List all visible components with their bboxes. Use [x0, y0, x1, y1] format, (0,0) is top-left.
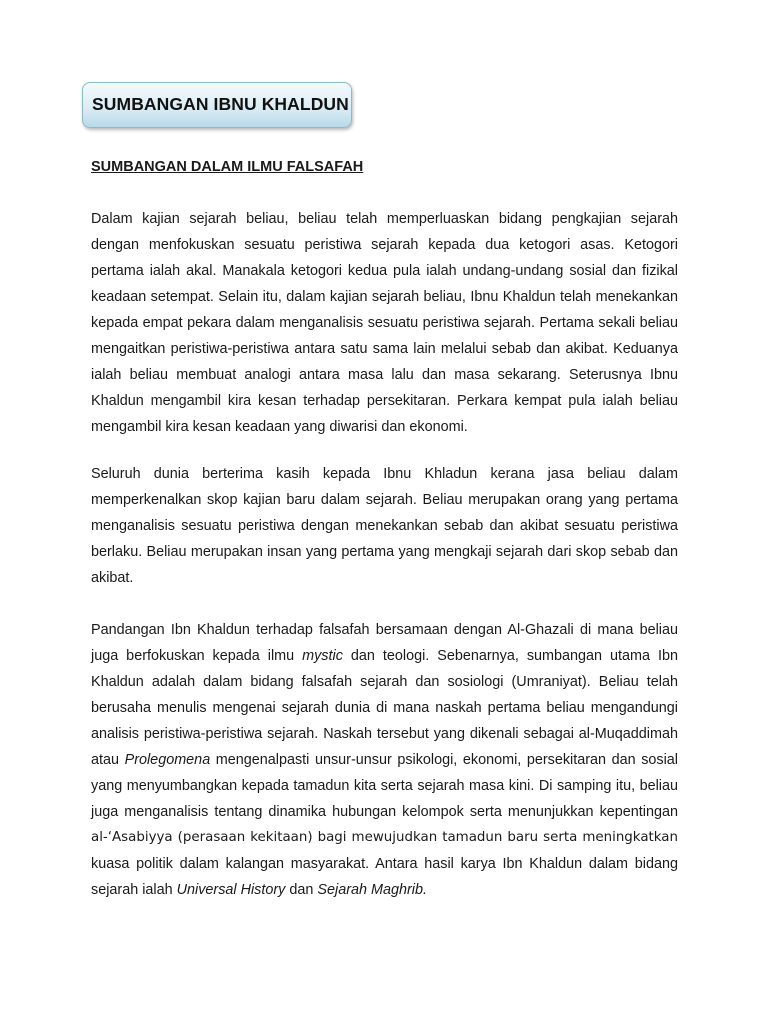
paragraph-3-line: al-‘Asabiyya (perasaan kekitaan) bagi mewujudkan tamadun baru serta meningkatkan — [91, 830, 678, 845]
paragraph-2-line: memperkenalkan skop kajian baru dalam sejarah. Beliau merupakan orang yang pertama — [91, 492, 678, 508]
paragraph-3-line: yang menyumbangkan kepada tamadun kita serta sejarah masa kini. Di samping itu, beliau — [91, 778, 678, 794]
paragraph-3-text: sejarah ialah — [91, 882, 177, 898]
document-title: SUMBANGAN IBNU KHALDUN — [92, 94, 349, 114]
italic-term-prolegomena: Prolegomena — [124, 752, 211, 768]
paragraph-1-line: pertama ialah akal. Manakala ketogori kedua pula ialah undang-undang sosial dan fizikal — [91, 263, 678, 279]
paragraph-1-line: Dalam kajian sejarah beliau, beliau telah memperluaskan bidang pengkajian sejarah — [91, 211, 678, 227]
paragraph-2-line: Seluruh dunia berterima kasih kepada Ibnu Khladun kerana jasa beliau dalam — [91, 466, 678, 482]
paragraph-1-line: mengaitkan peristiwa-peristiwa antara satu sama lain melalui sebab dan akibat. Keduanya — [91, 341, 678, 357]
paragraph-3-text: juga berfokuskan kepada ilmu — [91, 648, 303, 664]
paragraph-3-text: dan teologi. Sebenarnya, sumbangan utama Ibn — [342, 648, 679, 664]
paragraph-2-line: menganalisis sesuatu peristiwa dengan menekankan sebab dan akibat sesuatu peristiwa — [91, 518, 678, 534]
paragraph-2 — [91, 461, 678, 591]
paragraph-1-line: kepada empat pekara dalam menganalisis sesuatu peristiwa sejarah. Pertama sekali beliau — [91, 315, 678, 331]
paragraph-3-text: atau — [91, 752, 125, 768]
paragraph-3-line: analisis peristiwa-peristiwa sejarah. Naskah tersebut yang dikenali sebagai al-Muqaddimah — [91, 726, 678, 742]
paragraph-3-line: berusaha menulis mengenai sejarah dunia di mana naskah pertama beliau mengandungi — [91, 700, 678, 716]
paragraph-2-line: berlaku. Beliau merupakan insan yang pertama yang mengkaji sejarah dari skop sebab dan — [91, 544, 678, 560]
italic-title-sejarah-maghrib: Sejarah Maghrib. — [317, 882, 427, 898]
paragraph-1-line: dengan menfokuskan sesuatu peristiwa sejarah kepada dua ketogori asas. Ketogori — [91, 237, 678, 253]
paragraph-3-text: dan — [285, 882, 318, 898]
paragraph-1-line: ialah beliau membuat analogi antara masa lalu dan masa sekarang. Seterusnya Ibnu — [91, 367, 678, 383]
section-heading: SUMBANGAN DALAM ILMU FALSAFAH — [91, 159, 364, 175]
paragraph-3-line: kuasa politik dalam kalangan masyarakat. Antara hasil karya Ibn Khaldun dalam bidang — [91, 856, 678, 872]
paragraph-3 — [91, 617, 678, 903]
paragraph-3-line: Khaldun adalah dalam bidang falsafah sejarah dan sosiologi (Umraniyat). Beliau telah — [91, 674, 678, 690]
paragraph-2-line: akibat. — [91, 570, 134, 586]
paragraph-1-line: keadaan setempat. Selain itu, dalam kajian sejarah beliau, Ibnu Khaldun telah menekankan — [91, 289, 678, 305]
paragraph-3-text: mengenalpasti unsur-unsur psikologi, ekonomi, persekitaran dan sosial — [210, 752, 678, 768]
italic-term-mystic: mystic — [302, 648, 343, 664]
italic-title-universal-history: Universal History — [176, 882, 286, 898]
paragraph-1-line: mengambil kira kesan keadaan yang diwarisi dan ekonomi. — [91, 419, 468, 435]
paragraph-1-line: Khaldun mengambil kira kesan terhadap persekitaran. Perkara kempat pula ialah beliau — [91, 393, 678, 409]
paragraph-3-line — [91, 877, 678, 903]
paragraph-3-line: Pandangan Ibn Khaldun terhadap falsafah bersamaan dengan Al-Ghazali di mana beliau — [91, 622, 678, 638]
title-banner — [82, 82, 352, 128]
paragraph-3-line — [91, 747, 678, 773]
paragraph-3-line — [91, 643, 678, 669]
paragraph-3-line: juga menganalisis tentang dinamika hubungan kelompok serta menunjukkan kepentingan — [91, 804, 678, 820]
paragraph-1 — [91, 206, 678, 440]
